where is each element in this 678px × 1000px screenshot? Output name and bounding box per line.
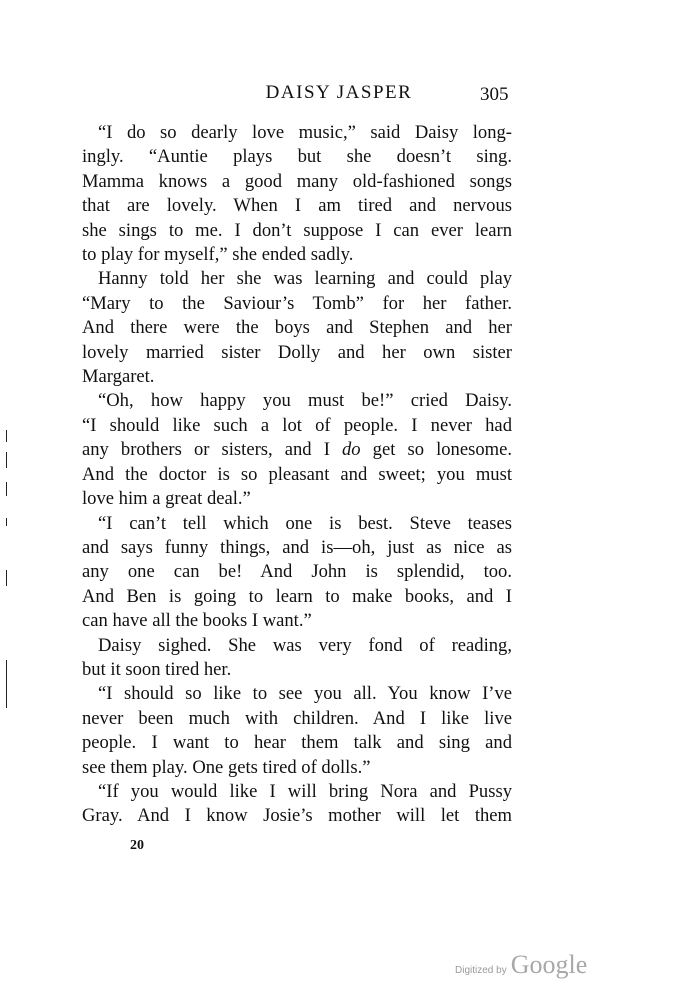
page-number: 305 bbox=[480, 84, 509, 105]
text-line: to play for myself,” she ended sadly. bbox=[82, 244, 354, 266]
text-line: that are lovely. When I am tired and nervous bbox=[82, 195, 512, 217]
scan-edge-mark bbox=[6, 570, 7, 586]
text-line: “Oh, how happy you must be!” cried Daisy. bbox=[98, 390, 512, 412]
text-line: “I do so dearly love music,” said Daisy long- bbox=[98, 122, 512, 143]
text-line: “If you would like I will bring Nora and Pussy bbox=[98, 780, 512, 802]
text-line: Daisy sighed. She was very fond of reading, bbox=[98, 634, 512, 656]
text-line: “I should so like to see you all. You know I’ve bbox=[98, 683, 512, 705]
text-line: Mamma knows a good many old-fashioned songs bbox=[82, 170, 512, 192]
scan-edge-mark bbox=[6, 452, 7, 468]
scan-edge-mark bbox=[6, 660, 7, 708]
text-line: “I can’t tell which one is best. Steve teases bbox=[98, 512, 512, 534]
text-line: can have all the books I want.” bbox=[82, 610, 312, 632]
body-text bbox=[82, 121, 512, 829]
scan-edge-mark bbox=[6, 518, 7, 526]
text-line: never been much with children. And I like live bbox=[82, 707, 512, 729]
text-line: “I should like such a lot of people. I never had bbox=[82, 414, 512, 436]
watermark-prefix: Digitized by bbox=[455, 965, 507, 976]
scan-edge-mark bbox=[6, 430, 7, 442]
text-line: people. I want to hear them talk and sing and bbox=[82, 732, 512, 754]
text-line: see them play. One gets tired of dolls.” bbox=[82, 756, 371, 778]
text-line: Margaret. bbox=[82, 366, 155, 388]
text-line: love him a great deal.” bbox=[82, 488, 251, 510]
digitized-watermark bbox=[455, 950, 587, 980]
running-header bbox=[0, 82, 678, 112]
text-line: Hanny told her she was learning and could play bbox=[98, 268, 512, 290]
text-line: any brothers or sisters, and I do get so lonesome. bbox=[82, 439, 513, 461]
text-line: she sings to me. I don’t suppose I can ever learn bbox=[82, 219, 512, 241]
text-line: any one can be! And John is splendid, too. bbox=[82, 561, 512, 583]
text-line: and says funny things, and is—oh, just as nice as bbox=[82, 536, 512, 558]
text-line: And there were the boys and Stephen and her bbox=[82, 317, 512, 339]
google-logo: Google bbox=[510, 950, 588, 979]
running-title: DAISY JASPER bbox=[265, 82, 413, 103]
text-line: but it soon tired her. bbox=[82, 658, 232, 680]
text-line: And the doctor is so pleasant and sweet; you must bbox=[82, 463, 512, 485]
text-line: And Ben is going to learn to make books, and I bbox=[82, 585, 512, 607]
text-line: “Mary to the Saviour’s Tomb” for her father. bbox=[82, 292, 512, 314]
scan-edge-mark bbox=[6, 482, 7, 496]
text-line: ingly. “Auntie plays but she doesn’t sing. bbox=[82, 146, 512, 168]
text-line: lovely married sister Dolly and her own sister bbox=[82, 341, 512, 363]
signature-mark: 20 bbox=[130, 838, 144, 853]
text-line: Gray. And I know Josie’s mother will let them bbox=[82, 805, 512, 827]
